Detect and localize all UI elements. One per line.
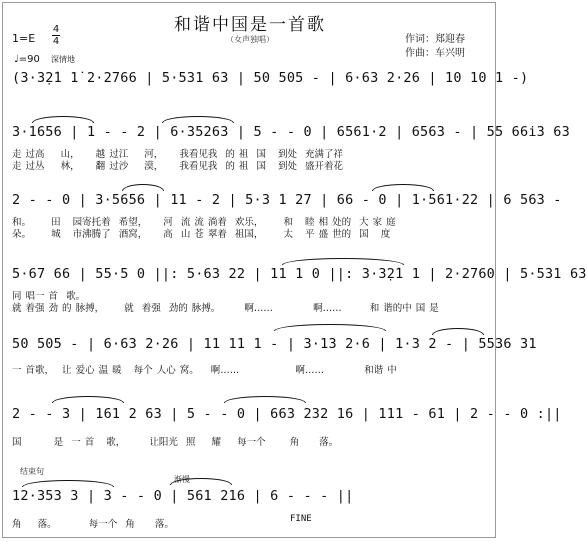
tempo-expression: 深情地 bbox=[51, 55, 76, 64]
song-subtitle: （女声独唱） bbox=[226, 35, 274, 44]
slur-mark bbox=[282, 258, 404, 265]
notation-line: 12·353 3 | 3 - - 0 | 561 216 | 6 - - - || bbox=[12, 488, 354, 504]
lyric-line-2: 走 过丛 林， 翻 过沙 漠， 我看见我 的 祖 国 到处 盛开着花 bbox=[12, 161, 344, 172]
lyric-line-1: 国 是 一 首 歌， 让阳光 照 耀 每一个 角 落。 bbox=[12, 437, 339, 448]
fine-mark: FINE bbox=[290, 514, 312, 524]
lyric-line-1: 走 过高 山， 越 过江 河， 我看见我 的 祖 国 到处 充满了祥 bbox=[12, 149, 344, 160]
slur-mark bbox=[372, 184, 434, 191]
notation-line: 3·1656 | 1 - - 2 | 6·35263 | 5 - - 0 | 6561·2 | 6563 - | 55 66i3 63 bbox=[12, 124, 570, 140]
slur-mark bbox=[122, 184, 164, 191]
lyric-line-1: 同 唱一 首 歌。 bbox=[12, 291, 86, 302]
lyric-line-2: 就 着强 劲 的 脉搏， 就 着强 劲的 脉搏。 啊…… 啊…… 和 谐的中 国 是 bbox=[12, 303, 439, 314]
notation-line: 5·67 66 | 55·5 0 ||: 5·63 22 | 11 1 0 ||: 3·3̣2̇1 1 | 2·2760 | 5·531 63 bbox=[12, 266, 587, 282]
slur-mark bbox=[162, 116, 234, 123]
lyric-line-1: 一 首歌， 让 爱心 温 暖 每个 人心 窝。 啊…… 啊…… 和谐 中 bbox=[12, 365, 397, 376]
time-signature bbox=[52, 24, 60, 47]
notation-line: 2 - - 0 | 3·5656 | 11 - 2 | 5·3 1 27 | 66 - 0 | 1·561·22 | 6 563 - bbox=[12, 192, 562, 208]
lyric-line-2: 朵。 城 市沸腾了 酒窝， 高 山 苍 翠着 祖国， 太 平 盛 世的 国 度 bbox=[12, 229, 391, 240]
slur-mark bbox=[22, 480, 114, 487]
lyric-line-1: 角 落。 每一个 角 落。 bbox=[12, 519, 174, 530]
slur-mark bbox=[224, 396, 306, 403]
key-signature: 1=E bbox=[12, 32, 36, 45]
expression-ending: 结束句 bbox=[20, 467, 44, 476]
slur-mark bbox=[170, 478, 232, 485]
slur-mark bbox=[274, 324, 386, 331]
tempo-value: ♩=90 bbox=[14, 54, 40, 65]
notation-line: 50 505 - | 6·63 2·26 | 11 11 1 - | 3·13 2·6 | 1·3 2 - | 5536 31 bbox=[12, 336, 537, 352]
song-title: 和谐中国是一首歌 bbox=[174, 15, 326, 35]
slur-mark bbox=[32, 116, 94, 123]
meter-bottom: 4 bbox=[52, 36, 60, 47]
composer-credit: 作曲：车兴明 bbox=[405, 48, 465, 59]
slur-mark bbox=[52, 396, 124, 403]
slur-mark bbox=[432, 328, 484, 335]
notation-line: (3·3̣2̇1 1̇ 2·2766 | 5·531 63 | 50 505 - | 6·63 2·26 | 10 10 1 -) bbox=[12, 70, 529, 86]
lyricist-credit: 作词：郑迎春 bbox=[405, 34, 465, 45]
notation-line: 2 - - 3 | 161 2 63 | 5 - - 0 | 663 232 16 | 111 - 61 | 2 - - 0 :|| bbox=[12, 406, 562, 422]
meter-top: 4 bbox=[52, 24, 60, 35]
expression-ritardando: 渐慢 bbox=[174, 475, 190, 484]
lyric-line-1: 和。 田 园寄托着 希望， 河 流 流 淌着 欢乐， 和 睦 相 处的 大 家 庭 bbox=[12, 217, 396, 228]
tempo-marking bbox=[14, 54, 75, 65]
